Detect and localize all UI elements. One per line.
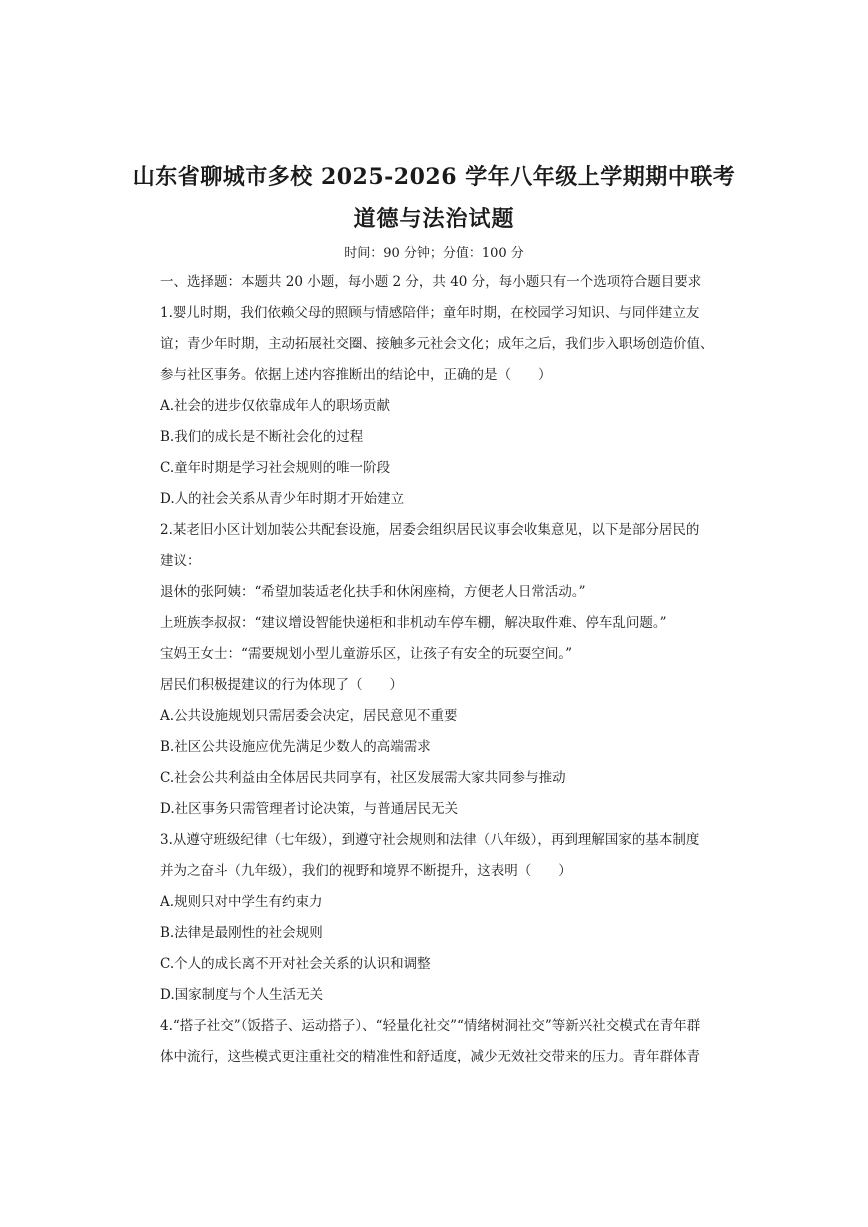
question-2-option-c: C.社会公共利益由全体居民共同享有，社区发展需大家共同参与推动 [160,770,566,786]
question-2-line: 建议： [160,553,201,569]
question-1-option-a: A.社会的进步仅依靠成年人的职场贡献 [160,398,391,414]
exam-title: 山东省聊城市多校 2025-2026 学年八年级上学期期中联考 [132,164,736,190]
question-2-option-b: B.社区公共设施应优先满足少数人的高端需求 [160,739,431,755]
question-4-line: 体中流行，这些模式更注重社交的精准性和舒适度，减少无效社交带来的压力。青年群体青 [160,1049,700,1065]
question-2-option-a: A.公共设施规划只需居委会决定，居民意见不重要 [160,708,458,724]
question-1-line: 参与社区事务。依据上述内容推断出的结论中，正确的是（ ） [160,367,552,383]
question-1-option-d: D.人的社会关系从青少年时期才开始建立 [160,491,405,507]
question-3-line: 并为之奋斗（九年级），我们的视野和境界不断提升，这表明（ ） [160,863,572,879]
question-2-line: 2.某老旧小区计划加装公共配套设施，居委会组织居民议事会收集意见，以下是部分居民的 [160,522,700,538]
question-3-option-c: C.个人的成长离不开对社会关系的认识和调整 [160,956,431,972]
question-2-option-d: D.社区事务只需管理者讨论决策，与普通居民无关 [160,801,459,817]
question-2-line: 上班族李叔叔：“建议增设智能快递柜和非机动车停车棚，解决取件难、停车乱问题。” [160,615,667,631]
section-heading: 一、选择题：本题共 20 小题，每小题 2 分，共 40 分，每小题只有一个选项符合题目要求 [160,274,702,290]
question-4-line: 4.“搭子社交”（饭搭子、运动搭子）、“轻量化社交”“情绪树洞社交”等新兴社交模式在青年群 [160,1018,701,1034]
question-1-option-b: B.我们的成长是不断社会化的过程 [160,429,364,445]
question-1-line: 谊；青少年时期，主动拓展社交圈、接触多元社会文化；成年之后，我们步入职场创造价值、 [160,336,714,352]
question-1-line: 1.婴儿时期，我们依赖父母的照顾与情感陪伴；童年时期，在校园学习知识、与同伴建立友 [160,305,700,321]
question-3-line: 3.从遵守班级纪律（七年级），到遵守社会规则和法律（八年级），再到理解国家的基本制度 [160,832,700,848]
exam-meta: 时间：90 分钟；分值：100 分 [344,246,524,261]
question-1-option-c: C.童年时期是学习社会规则的唯一阶段 [160,460,391,476]
question-3-option-b: B.法律是最刚性的社会规则 [160,925,323,941]
question-3-option-d: D.国家制度与个人生活无关 [160,987,324,1003]
question-2-line: 退休的张阿姨：“希望加装适老化扶手和休闲座椅，方便老人日常活动。” [160,584,586,600]
exam-subtitle: 道德与法治试题 [353,206,515,232]
question-2-line: 宝妈王女士：“需要规划小型儿童游乐区，让孩子有安全的玩耍空间。” [160,646,573,662]
question-2-line: 居民们积极提建议的行为体现了（ ） [160,677,403,693]
question-3-option-a: A.规则只对中学生有约束力 [160,894,323,910]
